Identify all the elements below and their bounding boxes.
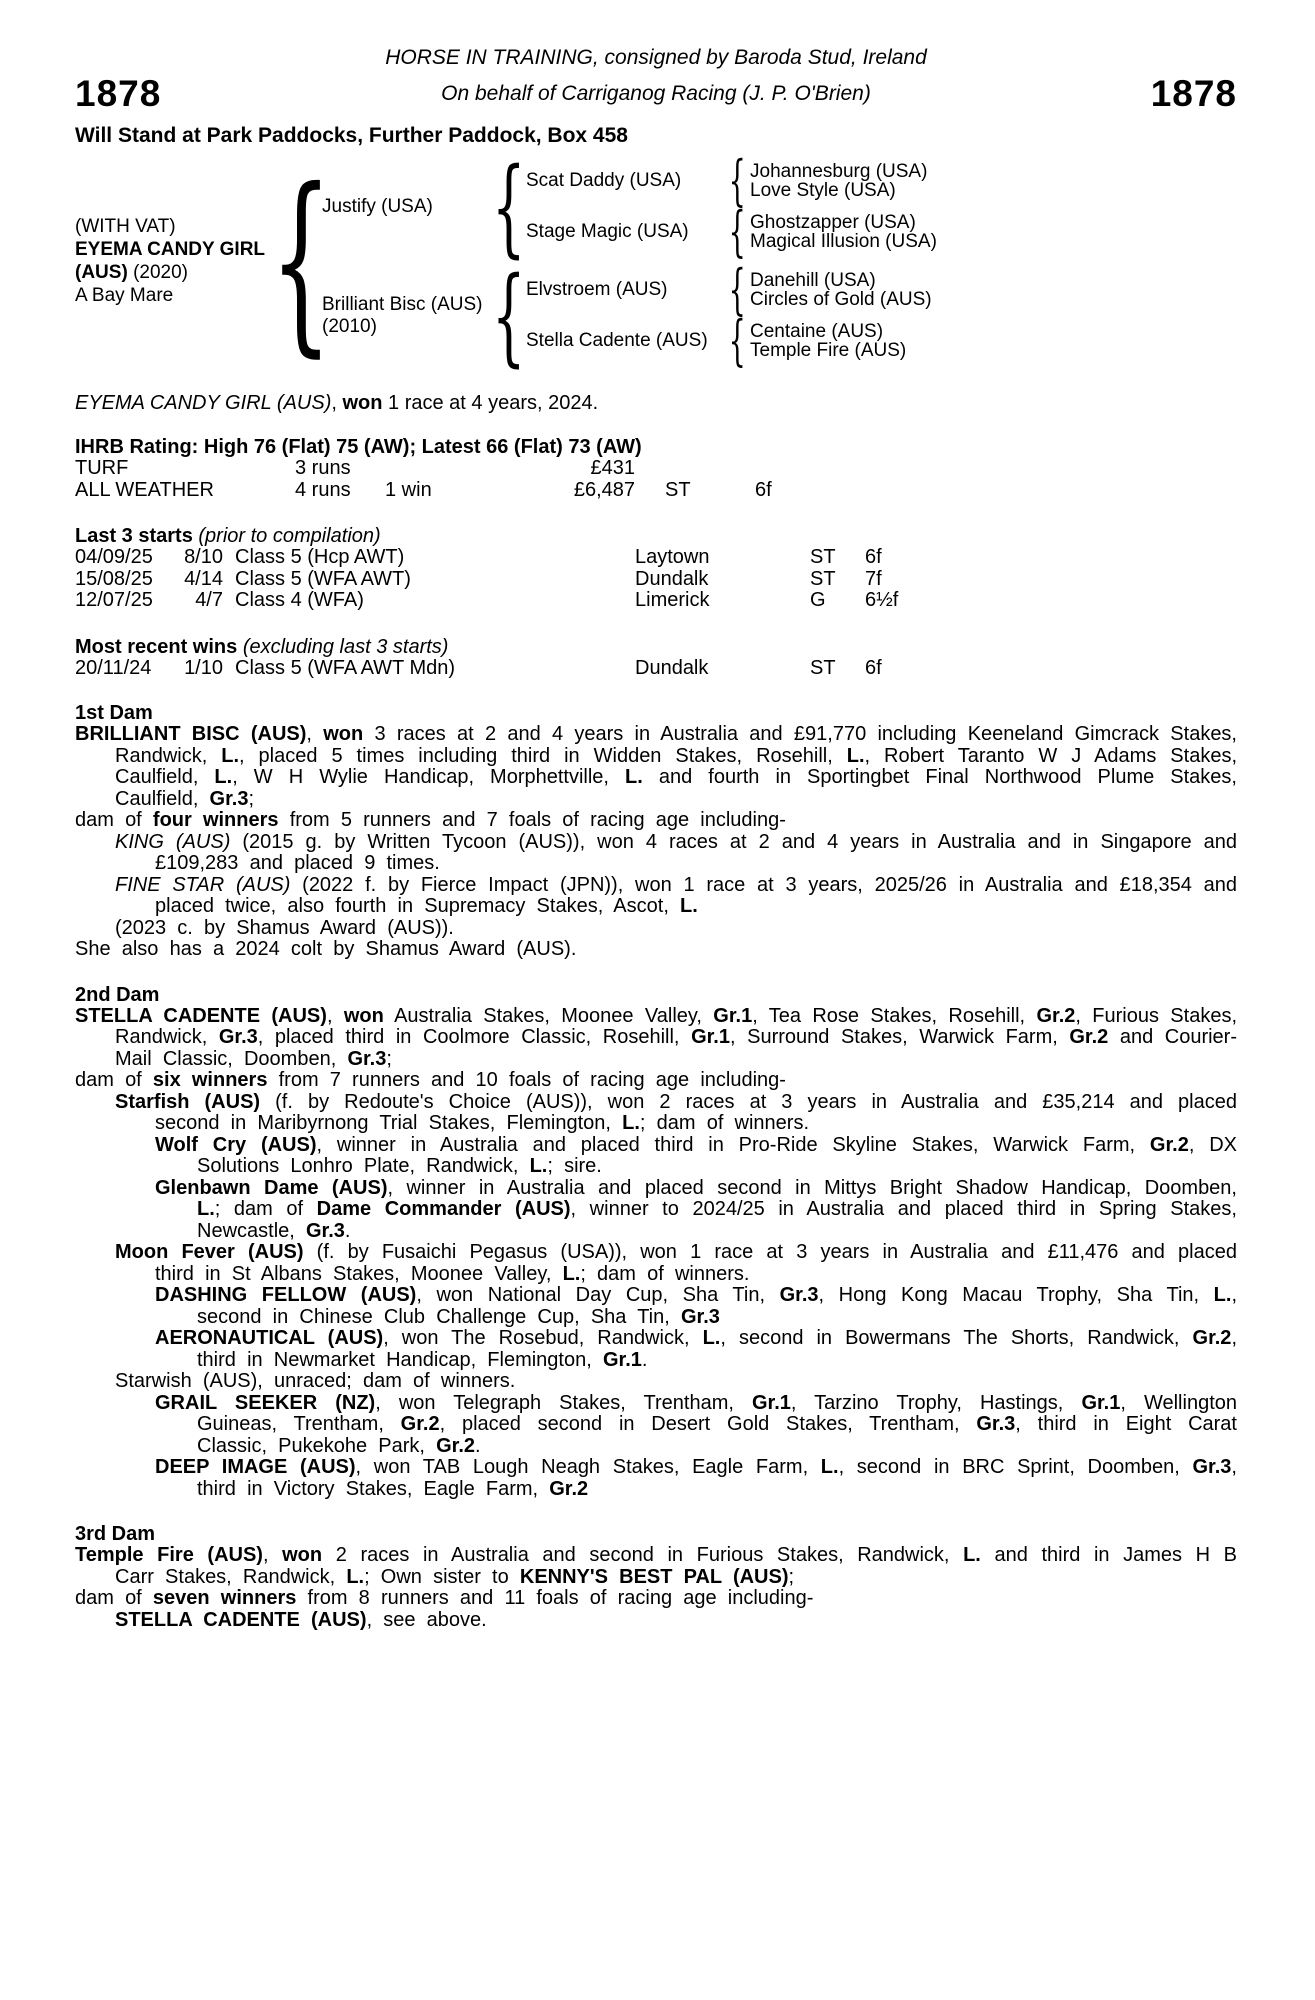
recent-wins-heading: Most recent wins (excluding last 3 starts) bbox=[75, 635, 449, 658]
produce-paragraph: DASHING FELLOW (AUS), won National Day Cup, Sha Tin, Gr.3, Hong Kong Macau Trophy, Sha Tin, L., second in Chinese Club Challenge Cup, Sha Tin, Gr.3 bbox=[155, 1284, 1237, 1328]
going-value: ST bbox=[665, 478, 691, 501]
dam-grandparents bbox=[526, 269, 932, 362]
stand-location-line: Will Stand at Park Paddocks, Further Paddock, Box 458 bbox=[75, 124, 628, 147]
grandsire-brace bbox=[724, 160, 750, 202]
great-grandsire: Ghostzapper (USA) bbox=[750, 211, 916, 233]
surface-label: ALL WEATHER bbox=[75, 478, 214, 501]
great-granddam: Love Style (USA) bbox=[750, 180, 896, 201]
wins-value bbox=[385, 458, 490, 480]
grandsire-name: Elvstroem (AUS) bbox=[526, 279, 668, 300]
granddam-name: Stage Magic (USA) bbox=[526, 221, 689, 242]
date-cell: 04/09/25 bbox=[75, 546, 153, 568]
third-dam-heading: 3rd Dam bbox=[75, 1523, 156, 1545]
produce-paragraph: AERONAUTICAL (AUS), won The Rosebud, Randwick, L., second in Bowermans The Shorts, Randwick, Gr.2, third in Newmarket Handicap, Flemington, Gr.1. bbox=[155, 1327, 1237, 1371]
distance-cell: 6f bbox=[865, 656, 882, 679]
distance-cell: 7f bbox=[865, 567, 882, 590]
pedigree-horse-block bbox=[75, 215, 280, 307]
stats-row-turf bbox=[75, 458, 1237, 480]
going-cell: G bbox=[810, 589, 826, 611]
date-cell: 12/07/25 bbox=[75, 589, 153, 611]
grandsire-parents bbox=[750, 162, 927, 201]
produce-paragraph: STELLA CADENTE (AUS), see above. bbox=[115, 1608, 487, 1631]
last-starts-heading: Last 3 starts (prior to compilation) bbox=[75, 525, 381, 547]
going-cell: ST bbox=[810, 546, 836, 568]
dam-produce-line: dam of seven winners from 8 runners and 11 foals of racing age including- bbox=[75, 1587, 814, 1609]
produce-paragraph: Glenbawn Dame (AUS), winner in Australia and placed second in Mittys Bright Shadow Handicap, Doomben, L.; dam of Dame Commander (AUS), winner to 2024/25 in Australia and placed third in Spring Stakes, Newcastle, Gr.3. bbox=[155, 1176, 1237, 1242]
win-row bbox=[75, 658, 1237, 680]
produce-paragraph: KING (AUS) (2015 g. by Written Tycoon (AUS)), won 4 races at 2 and 4 years in Australia and in Singapore and £109,283 and placed 9 times. bbox=[115, 830, 1238, 874]
dam-half bbox=[322, 269, 937, 362]
great-grandsire: Johannesburg (USA) bbox=[750, 160, 928, 182]
dam-produce-line: dam of six winners from 7 runners and 10 foals of racing age including- bbox=[75, 1069, 786, 1091]
sire-name: Justify (USA) bbox=[322, 195, 433, 217]
earnings-value: £431 bbox=[590, 457, 635, 479]
venue-cell: Laytown bbox=[635, 546, 710, 568]
dam-produce-line: dam of four winners from 5 runners and 7 foals of racing age including- bbox=[75, 809, 786, 831]
distance-value: 6f bbox=[755, 478, 772, 501]
class-cell: Class 5 (Hcp AWT) bbox=[235, 546, 405, 568]
grandsire-parents bbox=[750, 271, 932, 310]
race-summary-line: EYEMA CANDY GIRL (AUS), won 1 race at 4 years, 2024. bbox=[75, 392, 599, 414]
going-value bbox=[635, 458, 755, 480]
great-granddam: Circles of Gold (AUS) bbox=[750, 289, 932, 310]
earnings-value: £6,487 bbox=[573, 478, 635, 501]
class-cell: Class 5 (WFA AWT Mdn) bbox=[235, 656, 456, 679]
position-cell: 4/14 bbox=[184, 567, 223, 590]
position-cell: 8/10 bbox=[184, 546, 223, 568]
date-cell: 15/08/25 bbox=[75, 567, 153, 590]
lot-row bbox=[75, 72, 1237, 116]
going-cell: ST bbox=[810, 656, 836, 679]
granddam-brace bbox=[724, 320, 750, 362]
granddam-brace bbox=[724, 211, 750, 253]
dam-name-text: Brilliant Bisc (AUS) bbox=[322, 293, 483, 315]
granddam-name: Stella Cadente (AUS) bbox=[526, 330, 708, 351]
dam-note-line: She also has a 2024 colt by Shamus Award (AUS). bbox=[75, 938, 577, 960]
produce-paragraph: Starwish (AUS), unraced; dam of winners. bbox=[115, 1370, 516, 1392]
dam-brace bbox=[492, 275, 526, 357]
horse-description: A Bay Mare bbox=[75, 285, 174, 306]
position-cell: 1/10 bbox=[184, 656, 223, 679]
pedigree-table bbox=[75, 160, 1237, 362]
horse-name bbox=[75, 238, 280, 284]
horse-name-text: EYEMA CANDY GIRL (AUS) bbox=[75, 239, 265, 283]
distance-cell: 6½f bbox=[865, 589, 899, 611]
venue-cell: Dundalk bbox=[635, 656, 709, 679]
vat-note: (WITH VAT) bbox=[75, 216, 176, 237]
granddam-parents bbox=[750, 213, 937, 252]
start-row bbox=[75, 590, 1237, 612]
produce-paragraph: Starfish (AUS) (f. by Redoute's Choice (AUS)), won 2 races at 3 years in Australia and £35,214 and placed second in Maribyrnong Trial Stakes, Flemington, L.; dam of winners. bbox=[115, 1090, 1237, 1134]
dam-paragraph: STELLA CADENTE (AUS), won Australia Stakes, Moonee Valley, Gr.1, Tea Rose Stakes, Rosehill, Gr.2, Furious Stakes, Randwick, Gr.3, placed third in Coolmore Classic, Rosehill, Gr.1, Surround Stakes, Warwick Farm, Gr.2 and Courier-Mail Classic, Doomben, Gr.3; bbox=[75, 1004, 1238, 1070]
granddam-quarter bbox=[526, 320, 932, 362]
start-row bbox=[75, 547, 1237, 569]
venue-cell: Dundalk bbox=[635, 567, 709, 590]
dam-name bbox=[322, 294, 492, 338]
granddam-quarter bbox=[526, 211, 937, 253]
surface-label: TURF bbox=[75, 457, 129, 479]
produce-paragraph: FINE STAR (AUS) (2022 f. by Fierce Impact (JPN)), won 1 race at 3 years, 2025/26 in Australia and £18,354 and placed twice, also fourth in Supremacy Stakes, Ascot, L. bbox=[115, 873, 1238, 917]
grandsire-brace bbox=[724, 269, 750, 311]
produce-paragraph: Moon Fever (AUS) (f. by Fusaichi Pegasus (USA)), won 1 race at 3 years in Australia and £11,476 and placed third in St Albans Stakes, Moonee Valley, L.; dam of winners. bbox=[115, 1241, 1237, 1285]
first-dam-heading: 1st Dam bbox=[75, 702, 153, 724]
distance-cell: 6f bbox=[865, 546, 882, 568]
great-granddam: Magical Illusion (USA) bbox=[750, 231, 937, 252]
wins-value: 1 win bbox=[385, 478, 432, 501]
runs-value: 4 runs bbox=[295, 478, 351, 501]
class-cell: Class 4 (WFA) bbox=[235, 589, 364, 611]
going-cell: ST bbox=[810, 567, 836, 590]
date-cell: 20/11/24 bbox=[75, 656, 152, 679]
class-cell: Class 5 (WFA AWT) bbox=[235, 567, 411, 590]
sire-grandparents bbox=[526, 160, 937, 253]
grandsire-name: Scat Daddy (USA) bbox=[526, 170, 682, 191]
distance-value bbox=[755, 458, 1237, 480]
position-cell: 4/7 bbox=[195, 589, 223, 611]
sire-brace bbox=[492, 166, 526, 248]
stats-row-all-weather bbox=[75, 480, 1237, 502]
horse-year: (2020) bbox=[133, 262, 188, 283]
lot-number-right: 1878 bbox=[1150, 73, 1237, 114]
produce-paragraph: Wolf Cry (AUS), winner in Australia and placed third in Pro-Ride Skyline Stakes, Warwick Farm, Gr.2, DX Solutions Lonhro Plate, Randwick, L.; sire. bbox=[155, 1133, 1238, 1177]
great-granddam: Temple Fire (AUS) bbox=[750, 340, 907, 361]
great-grandsire: Danehill (USA) bbox=[750, 269, 876, 291]
dam-year: (2010) bbox=[322, 315, 377, 337]
dam-paragraph: Temple Fire (AUS), won 2 races in Australia and second in Furious Stakes, Randwick, L. and third in James H B Carr Stakes, Randwick, L.; Own sister to KENNY'S BEST PAL (AUS); bbox=[75, 1544, 1237, 1588]
grandsire-quarter bbox=[526, 160, 937, 202]
sire-half bbox=[322, 160, 937, 253]
behalf-line: On behalf of Carriganog Racing (J. P. O'Brien) bbox=[441, 82, 871, 105]
venue-cell: Limerick bbox=[635, 589, 710, 611]
pedigree-main-brace bbox=[280, 186, 322, 336]
produce-paragraph: (2023 c. by Shamus Award (AUS)). bbox=[115, 916, 454, 939]
produce-paragraph: GRAIL SEEKER (NZ), won Telegraph Stakes, Trentham, Gr.1, Tarzino Trophy, Hastings, Gr.1, Wellington Guineas, Trentham, Gr.2, placed second in Desert Gold Stakes, Trentham, Gr.3, third in Eight Carat Classic, Pukekohe Park, Gr.2. bbox=[155, 1391, 1237, 1457]
runs-value: 3 runs bbox=[295, 457, 351, 479]
grandsire-quarter bbox=[526, 269, 932, 311]
granddam-parents bbox=[750, 322, 906, 361]
lot-number-left: 1878 bbox=[75, 73, 162, 114]
great-grandsire: Centaine (AUS) bbox=[750, 320, 884, 342]
rating-heading: IHRB Rating: High 76 (Flat) 75 (AW); Latest 66 (Flat) 73 (AW) bbox=[75, 436, 642, 458]
start-row bbox=[75, 569, 1237, 591]
dam-paragraph: BRILLIANT BISC (AUS), won 3 races at 2 and 4 years in Australia and £91,770 including Keeneland Gimcrack Stakes, Randwick, L., placed 5 times including third in Widden Stakes, Rosehill, L., Robert Taranto W J Adams Stakes, Caulfield, L., W H Wylie Handicap, Morphettville, L. and fourth in Sportingbet Final Northwood Plume Stakes, Caulfield, Gr.3; bbox=[75, 723, 1238, 810]
produce-paragraph: DEEP IMAGE (AUS), won TAB Lough Neagh Stakes, Eagle Farm, L., second in BRC Sprint, Doomben, Gr.3, third in Victory Stakes, Eagle Farm, Gr.2 bbox=[155, 1456, 1237, 1500]
pedigree-parents bbox=[322, 160, 937, 362]
consignor-line: HORSE IN TRAINING, consigned by Baroda Stud, Ireland bbox=[385, 46, 927, 69]
second-dam-heading: 2nd Dam bbox=[75, 983, 160, 1006]
